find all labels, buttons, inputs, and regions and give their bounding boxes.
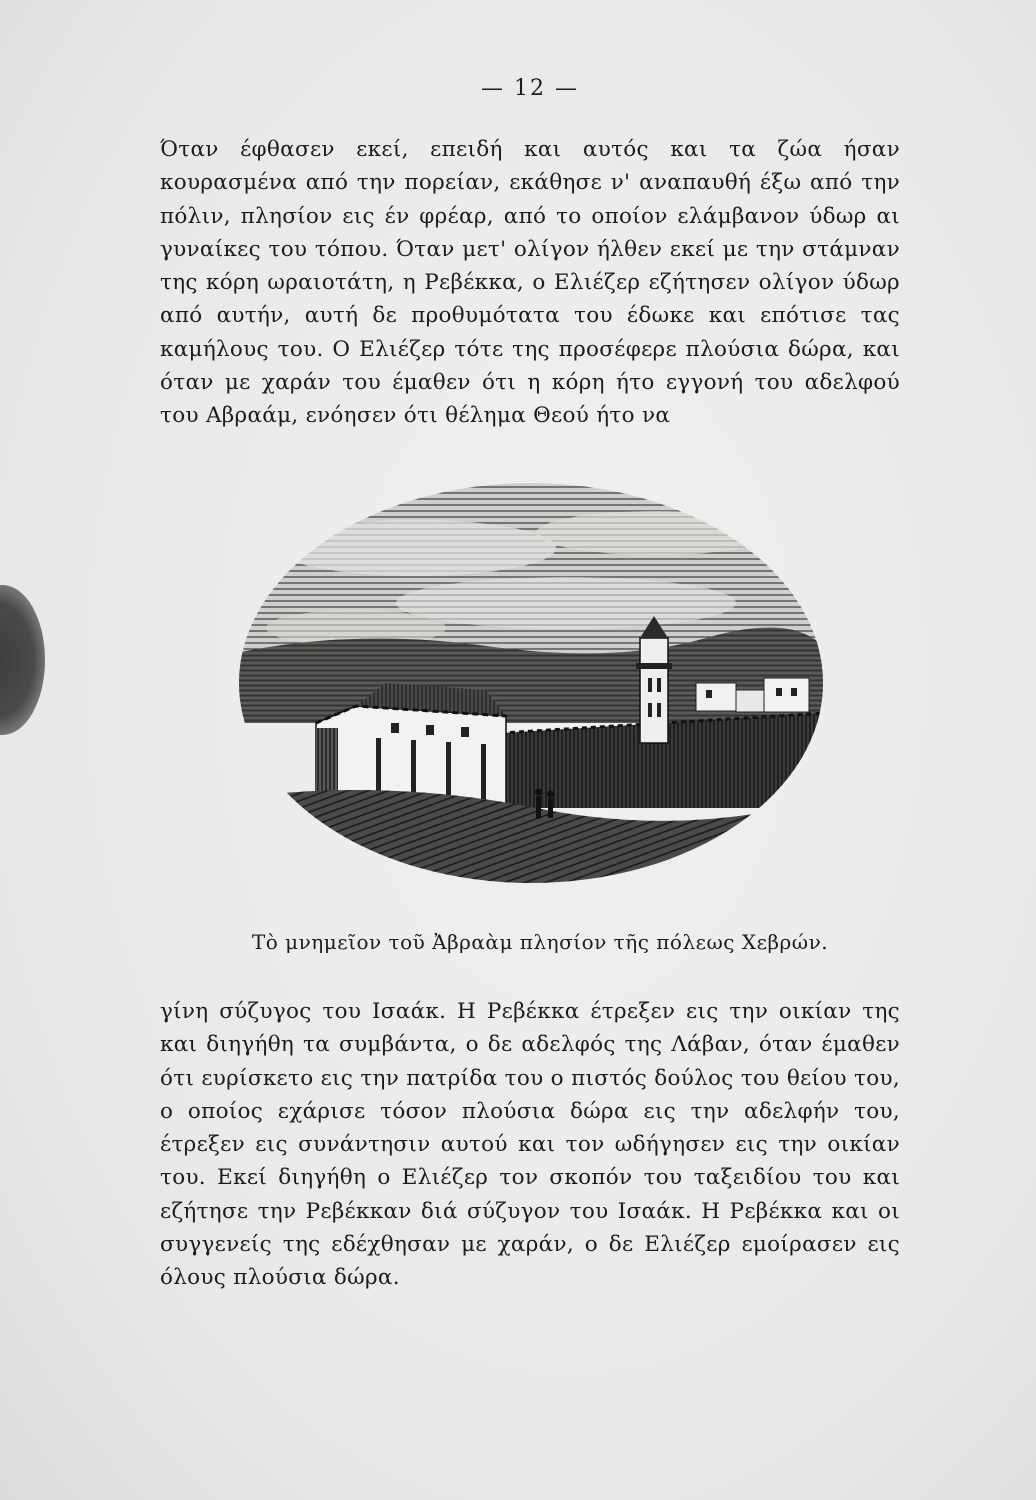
body-paragraph-top: Όταν έφθασεν εκεί, επειδή και αυτός και τα ζώα ήσαν κουρασμένα από την πορείαν, εκάθησε ν' αναπαυθή έξω από την πόλιν, πλησίον εις έν φρέαρ, από το οποίον ελάμβανον ύδωρ αι γυναίκες του τόπου. Όταν μετ' ολίγον ήλθεν εκεί με την στάμναν της κόρη ωραιοτάτη, η Ρεβέκκα, ο Ελιέζερ εζήτησεν ολίγον ύδωρ από αυτήν, αυτή δε προθυμότατα του έδωκε και επότισε τας καμήλους του. Ο Ελιέζερ τότε της προσέφερε πλούσια δώρα, και όταν με χαράν του έμαθεν ότι η κόρη ήτο εγγονή του αδελφού του Αβραάμ, ενόησεν ότι θέλημα Θεού ήτο να [160, 137, 900, 429]
illustration-caption: Τὸ μνημεῖον τοῦ Ἀβραὰμ πλησίον τῆς πόλεως Χεβρών. [251, 930, 829, 954]
page-number: — 12 — [481, 76, 579, 101]
engraving-illustration [236, 478, 826, 883]
page-stain [0, 585, 45, 735]
body-paragraph-bottom: γίνη σύζυγος του Ισαάκ. Η Ρεβέκκα έτρεξεν εις την οικίαν της και διηγήθη τα συμβάντα, ο δε αδελφός της Λάβαν, όταν έμαθεν ότι ευρίσκετο εις την πατρίδα του ο πιστός δούλος του θείου του, ο οποίος εχάρισε τόσον πλούσια δώρα εις την αδελφήν του, έτρεξεν εις συνάντησιν αυτού και τον ωδήγησεν εις την οικίαν του. Εκεί διηγήθη ο Ελιέζερ τον σκοπόν του ταξειδίου του και εζήτησε την Ρεβέκκαν διά σύζυγον του Ισαάκ. Η Ρεβέκκα και οι συγγενείς της εδέχθησαν με χαράν, ο δε Ελιέζερ εμοίρασεν εις όλους πλούσια δώρα. [160, 999, 900, 1291]
